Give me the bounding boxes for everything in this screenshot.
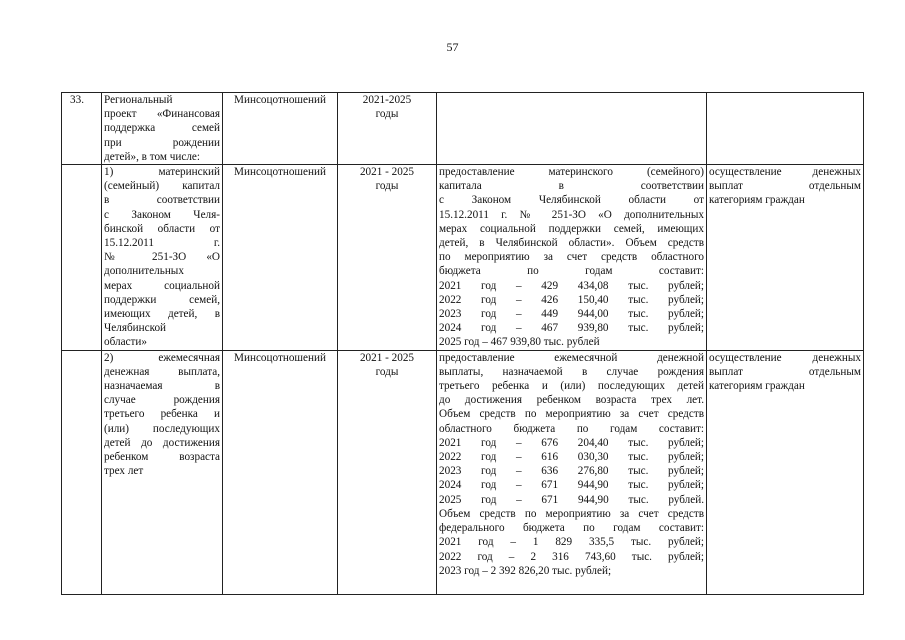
activity-name xyxy=(102,350,223,594)
text-line: 2021 - 2025 xyxy=(359,351,415,364)
table-row xyxy=(62,165,864,351)
text-line: № 251-ЗО «О xyxy=(104,251,220,264)
text-line: поддержка семей xyxy=(104,122,220,135)
text-line: годы xyxy=(375,365,399,378)
row-number: 33. xyxy=(62,93,102,165)
text-line: 15.12.2011 г. № 251-ЗО «О дополнительных xyxy=(439,208,704,221)
table-row xyxy=(62,93,864,165)
expected-result xyxy=(707,165,864,351)
responsible-org: Минсоцотношений xyxy=(223,93,338,165)
text-line: случае рождения xyxy=(104,394,220,407)
table-row xyxy=(62,350,864,594)
text-line: до достижения ребенком возраста трех лет. xyxy=(439,394,704,407)
text-line: 2023 год – 636 276,80 тыс. рублей; xyxy=(439,465,704,478)
period xyxy=(338,350,437,594)
text-line: предоставление материнского (семейного) xyxy=(439,166,704,179)
text-line: категориям граждан xyxy=(709,380,805,393)
program-table xyxy=(61,92,864,595)
text-line: выплат отдельным xyxy=(709,365,861,378)
text-line: 2) ежемесячная xyxy=(104,351,220,364)
text-line: 2021 год – 676 204,40 тыс. рублей; xyxy=(439,436,704,449)
text-line: 1) материнский xyxy=(104,166,220,179)
text-line: годы xyxy=(375,108,399,121)
text-line: бинской области от xyxy=(104,222,220,235)
text-line: третьего ребенка и xyxy=(104,408,220,421)
text-line: федерального бюджета по годам составит: xyxy=(439,522,704,535)
text-line: 2021 год – 1 829 335,5 тыс. рублей; xyxy=(439,536,704,549)
activity-name xyxy=(102,165,223,351)
text-line: ребенком возраста xyxy=(104,451,220,464)
text-line: 2024 год – 671 944,90 тыс. рублей; xyxy=(439,479,704,492)
text-line: капитала в соответствии xyxy=(439,180,704,193)
text-line: 2024 год – 467 939,80 тыс. рублей; xyxy=(439,322,704,335)
text-line: областного бюджета по годам составит: xyxy=(439,422,704,435)
activity-name xyxy=(102,93,223,165)
text-line: 15.12.2011 г. xyxy=(104,237,220,250)
text-line: выплат отдельным xyxy=(709,180,861,193)
text-line: категориям граждан xyxy=(709,194,805,207)
text-line: детей, в Челябинской области». Объем средств xyxy=(439,237,704,250)
activity-description xyxy=(437,350,707,594)
text-line: (семейный) капитал xyxy=(104,180,220,193)
text-line: выплаты, назначаемой в случае рождения xyxy=(439,365,704,378)
text-line: области» xyxy=(104,336,147,349)
text-line: имеющих детей, в xyxy=(104,308,220,321)
text-line: Объем средств по мероприятию за счет средств xyxy=(439,507,704,520)
activity-description xyxy=(437,165,707,351)
text-line: трех лет xyxy=(104,465,144,478)
text-line: осуществление денежных xyxy=(709,351,861,364)
period xyxy=(338,165,437,351)
text-line: 2025 год – 671 944,90 тыс. рублей. xyxy=(439,493,704,506)
responsible-org: Минсоцотношений xyxy=(223,350,338,594)
text-line: с Законом Челябинской области от xyxy=(439,194,704,207)
text-line: детей», в том числе: xyxy=(104,150,201,163)
text-line: годы xyxy=(375,180,399,193)
text-line: 2023 год – 2 392 826,20 тыс. рублей; xyxy=(439,564,612,577)
text-line: назначаемая в xyxy=(104,380,220,393)
text-line: мерах социальной xyxy=(104,279,220,292)
text-line: Челябинской xyxy=(104,322,167,335)
text-line: проект «Финансовая xyxy=(104,108,220,121)
row-number xyxy=(62,165,102,351)
text-line: с Законом Челя- xyxy=(104,208,220,221)
text-line: дополнительных xyxy=(104,265,184,278)
responsible-org: Минсоцотношений xyxy=(223,165,338,351)
text-line: Объем средств по мероприятию за счет средств xyxy=(439,408,704,421)
text-line: мерах социальной поддержки семей, имеющих xyxy=(439,222,704,235)
text-line: при рождении xyxy=(104,136,220,149)
text-line: 2021 - 2025 xyxy=(359,166,415,179)
text-line: осуществление денежных xyxy=(709,166,861,179)
text-line: 2022 год – 616 030,30 тыс. рублей; xyxy=(439,451,704,464)
text-line: предоставление ежемесячной денежной xyxy=(439,351,704,364)
expected-result xyxy=(707,350,864,594)
text-line: Региональный xyxy=(104,94,173,106)
text-line: денежная выплата, xyxy=(104,365,220,378)
text-line: по мероприятию за счет средств областного xyxy=(439,251,704,264)
text-line: (или) последующих xyxy=(104,422,220,435)
text-line: детей до достижения xyxy=(104,436,220,449)
text-line: 2021 год – 429 434,08 тыс. рублей; xyxy=(439,279,704,292)
row-number xyxy=(62,350,102,594)
text-line: бюджета по годам составит: xyxy=(439,265,704,278)
text-line: третьего ребенка и (или) последующих детей xyxy=(439,380,704,393)
activity-description xyxy=(437,93,707,165)
text-line: 2023 год – 449 944,00 тыс. рублей; xyxy=(439,308,704,321)
text-line: в соответствии xyxy=(104,194,220,207)
text-line: 2025 год – 467 939,80 тыс. рублей xyxy=(439,336,600,349)
text-line: 2022 год – 426 150,40 тыс. рублей; xyxy=(439,293,704,306)
text-line: 2021-2025 xyxy=(362,94,412,106)
text-line: поддержки семей, xyxy=(104,293,220,306)
page-number: 57 xyxy=(446,40,459,54)
expected-result xyxy=(707,93,864,165)
text-line: 2022 год – 2 316 743,60 тыс. рублей; xyxy=(439,550,704,563)
period xyxy=(338,93,437,165)
